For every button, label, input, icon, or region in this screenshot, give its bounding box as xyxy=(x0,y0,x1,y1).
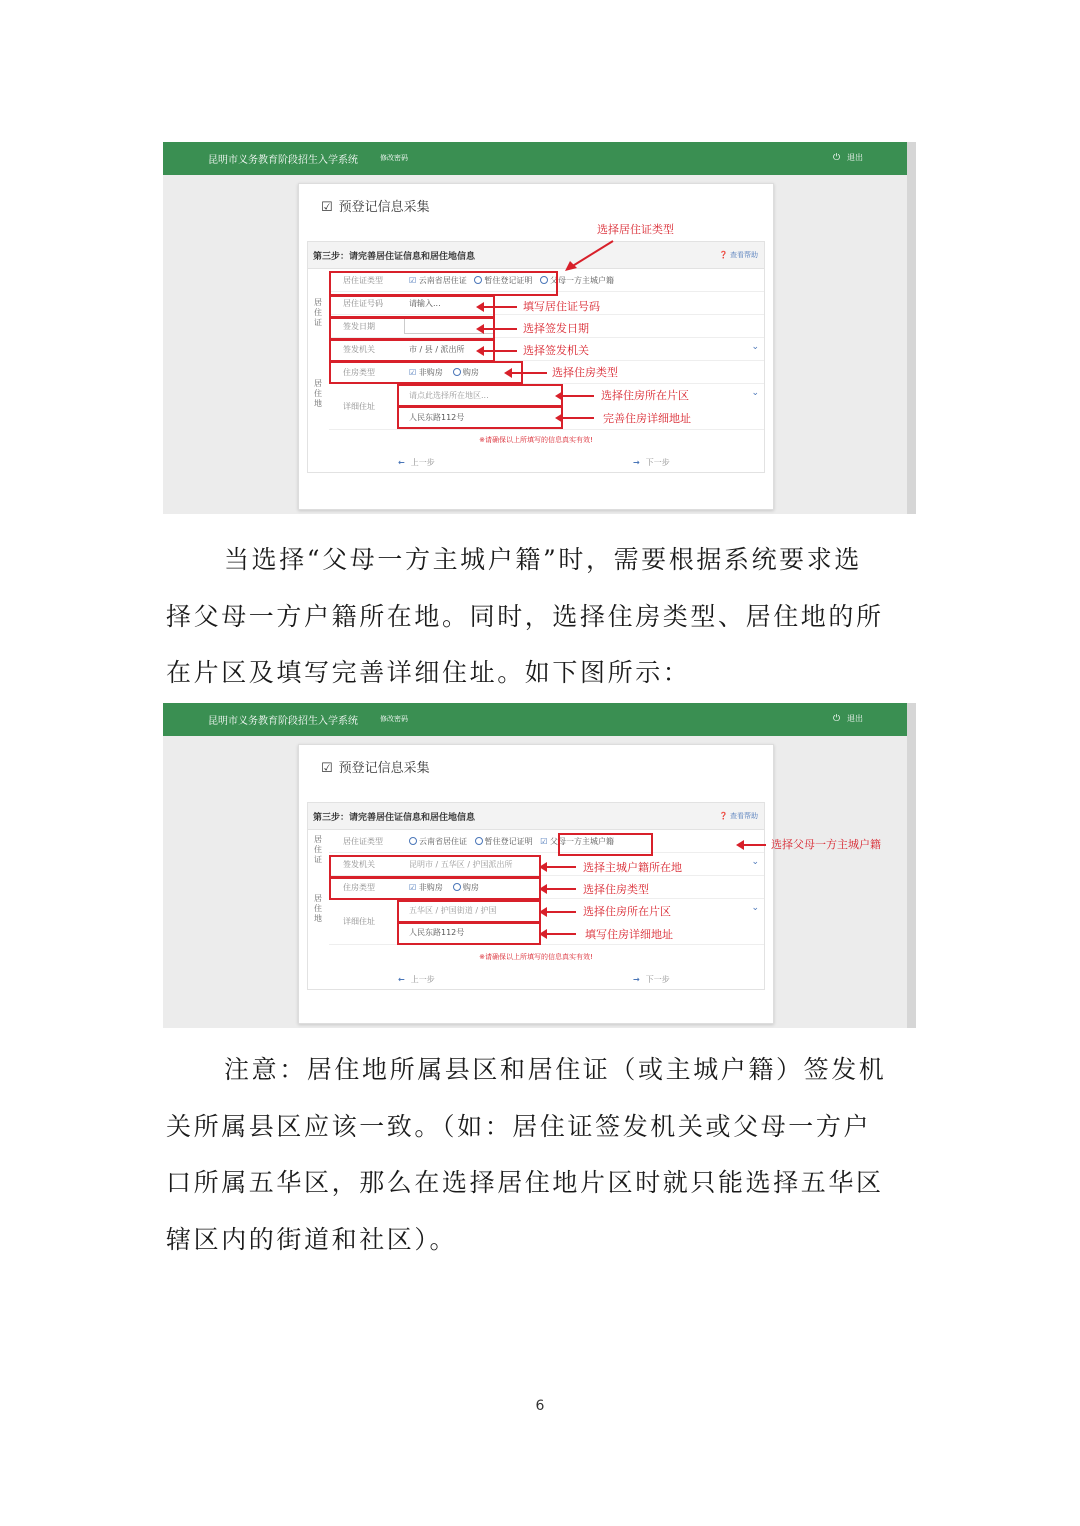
annotation-arrow xyxy=(743,844,766,846)
help-link[interactable] xyxy=(719,250,758,260)
step-title: 第三步：请完善居住证信息和居住地信息 xyxy=(313,252,476,262)
address-input[interactable]: 人民东路112号 xyxy=(409,928,465,937)
card-title xyxy=(321,757,430,776)
permit-type-label: 居住证类型 xyxy=(343,276,383,285)
edit-icon: ☑ xyxy=(321,200,333,215)
system-title: 昆明市义务教育阶段招生入学系统 xyxy=(208,716,358,727)
radio-purchase-label: 购房 xyxy=(462,368,479,377)
logout-label: 退出 xyxy=(847,153,863,162)
address-input[interactable]: 人民东路112号 xyxy=(409,413,465,422)
issue-org-select[interactable]: 市 / 县 / 派出所 xyxy=(409,345,465,354)
panel-header xyxy=(308,242,764,269)
annotation-fill-address: 填写住房详细地址 xyxy=(585,928,673,941)
annotation-select-housing: 选择住房类型 xyxy=(552,366,618,379)
scrollbar[interactable] xyxy=(907,142,916,514)
annotation-arrow xyxy=(562,417,594,419)
paragraph-instruction xyxy=(166,540,916,690)
annotation-select-household-location: 选择主城户籍所在地 xyxy=(583,861,682,874)
question-icon: ❓ xyxy=(719,812,728,820)
page-number: 6 xyxy=(535,1398,545,1414)
radio-temp-label: 暂住登记证明 xyxy=(484,276,533,285)
top-navbar xyxy=(163,703,907,736)
next-step-button[interactable] xyxy=(633,974,670,985)
scrollbar[interactable] xyxy=(907,703,916,1028)
power-icon: ⏻ xyxy=(832,153,841,163)
annotation-fill-permit-number: 填写居住证号码 xyxy=(523,300,600,313)
change-password-link[interactable]: 修改密码 xyxy=(380,154,408,162)
annotation-select-permit-type: 选择居住证类型 xyxy=(597,223,674,236)
annotation-arrow xyxy=(483,350,517,352)
radio-yunnan[interactable] xyxy=(409,837,467,846)
annotation-arrow xyxy=(546,866,576,868)
paragraph-line: 关所属县区应该一致。（如：居住证签发机关或父母一方户 xyxy=(166,1112,872,1141)
highlight-household-location xyxy=(329,855,541,878)
highlight-issue-date xyxy=(329,317,495,340)
annotation-select-housing: 选择住房类型 xyxy=(583,883,649,896)
edit-icon: ☑ xyxy=(321,761,333,776)
annotation-arrow xyxy=(511,372,547,374)
prev-step-button[interactable] xyxy=(398,974,435,985)
next-step-label: 下一步 xyxy=(645,458,670,467)
paragraph-note xyxy=(166,1050,916,1260)
check-icon: ☑ xyxy=(409,368,417,377)
issue-org-label: 签发机关 xyxy=(343,860,375,869)
prev-step-label: 上一步 xyxy=(410,975,435,984)
paragraph-line: 在片区及填写完善详细住址。如下图所示： xyxy=(166,658,691,687)
housing-type-label: 住房类型 xyxy=(343,883,375,892)
annotation-arrow xyxy=(546,911,576,913)
logout-button[interactable] xyxy=(832,713,863,724)
issue-date-label: 签发日期 xyxy=(343,322,375,331)
annotation-arrow xyxy=(483,328,517,330)
paragraph-line: 口所属五华区，那么在选择居住地片区时就只能选择五华区 xyxy=(166,1168,884,1197)
permit-type-label: 居住证类型 xyxy=(343,837,383,846)
card-title-text: 预登记信息采集 xyxy=(338,200,430,215)
logout-button[interactable] xyxy=(832,152,863,163)
radio-temp[interactable] xyxy=(475,837,533,846)
highlight-issue-org xyxy=(329,339,495,362)
radio-yunnan-label: 云南省居住证 xyxy=(418,276,467,285)
top-navbar xyxy=(163,142,907,175)
group-label-residence-permit: 居住证 xyxy=(314,298,322,327)
annotation-arrow xyxy=(483,306,517,308)
highlight-parent-household xyxy=(558,833,653,856)
help-link[interactable] xyxy=(719,811,758,821)
chevron-down-icon[interactable]: ⌄ xyxy=(751,857,759,867)
prev-step-button[interactable] xyxy=(398,457,435,468)
logout-label: 退出 xyxy=(847,714,863,723)
annotation-select-issue-org: 选择签发机关 xyxy=(523,344,589,357)
annotation-arrow xyxy=(562,395,594,397)
help-label: 查看帮助 xyxy=(730,251,758,259)
power-icon: ⏻ xyxy=(832,714,841,724)
address-label: 详细住址 xyxy=(343,402,375,411)
paragraph-line: 辖区内的街道和社区）。 xyxy=(166,1225,458,1254)
next-step-label: 下一步 xyxy=(645,975,670,984)
chevron-down-icon[interactable]: ⌄ xyxy=(751,903,759,913)
annotation-select-issue-date: 选择签发日期 xyxy=(523,322,589,335)
district-select[interactable]: 请点此选择所在地区... xyxy=(409,391,489,400)
check-icon: ☑ xyxy=(540,837,548,846)
check-icon: ☑ xyxy=(409,276,417,285)
next-step-button[interactable] xyxy=(633,457,670,468)
highlight-address xyxy=(397,406,563,429)
annotation-pointer xyxy=(561,237,621,277)
radio-icon xyxy=(409,837,417,845)
arrow-right-icon: → xyxy=(633,975,640,984)
highlight-permit-number xyxy=(329,295,495,318)
radio-nonpurchase-label: 非购房 xyxy=(418,368,443,377)
paragraph-line: 当选择“父母一方主城户籍”时，需要根据系统要求选 xyxy=(224,545,862,574)
group-label-residence: 居住地 xyxy=(314,379,322,408)
address-label: 详细住址 xyxy=(343,917,375,926)
arrow-left-icon: ← xyxy=(398,975,405,984)
annotation-select-district: 选择住房所在片区 xyxy=(583,905,671,918)
card-title-text: 预登记信息采集 xyxy=(338,761,430,776)
radio-icon xyxy=(475,837,483,845)
system-title: 昆明市义务教育阶段招生入学系统 xyxy=(208,155,358,166)
annotation-select-parent-household: 选择父母一方主城户籍 xyxy=(771,838,881,851)
card-title xyxy=(321,196,430,215)
group-label-residence-permit: 居住证 xyxy=(314,835,322,864)
screenshot-residence-permit-form xyxy=(163,142,916,514)
change-password-link[interactable]: 修改密码 xyxy=(380,715,408,723)
warning-text: ※请确保以上所填写的信息真实有效! xyxy=(479,436,593,444)
permit-number-input[interactable]: 请输入... xyxy=(409,299,441,308)
warning-text: ※请确保以上所填写的信息真实有效! xyxy=(479,953,593,961)
issue-org-label: 签发机关 xyxy=(343,345,375,354)
question-icon: ❓ xyxy=(719,251,728,259)
chevron-down-icon[interactable]: ⌄ xyxy=(751,342,759,352)
paragraph-line: 注意：居住地所属县区和居住证（或主城户籍）签发机 xyxy=(224,1055,887,1084)
arrow-right-icon: → xyxy=(633,458,640,467)
chevron-down-icon[interactable]: ⌄ xyxy=(751,388,759,398)
highlight-district xyxy=(397,900,541,923)
housing-type-label: 住房类型 xyxy=(343,368,375,377)
highlight-district xyxy=(397,384,563,407)
highlight-housing-type xyxy=(329,361,523,384)
radio-temp-label: 暂住登记证明 xyxy=(484,837,533,846)
radio-purchase-label: 购房 xyxy=(462,883,479,892)
highlight-address xyxy=(397,922,541,945)
issue-org-select[interactable]: 昆明市 / 五华区 / 护国派出所 xyxy=(409,860,513,869)
radio-parent-label: 父母一方主城户籍 xyxy=(550,837,614,846)
annotation-complete-address: 完善住房详细地址 xyxy=(603,412,691,425)
district-select[interactable]: 五华区 / 护国街道 / 护国 xyxy=(409,906,497,915)
highlight-permit-type xyxy=(329,271,558,296)
radio-nonpurchase-label: 非购房 xyxy=(418,883,443,892)
annotation-select-district: 选择住房所在片区 xyxy=(601,389,689,402)
radio-yunnan-label: 云南省居住证 xyxy=(419,837,467,846)
check-icon: ☑ xyxy=(409,883,417,892)
prev-step-label: 上一步 xyxy=(410,458,435,467)
highlight-housing-type xyxy=(329,877,541,900)
row-permit-type xyxy=(329,830,764,853)
arrow-left-icon: ← xyxy=(398,458,405,467)
annotation-arrow xyxy=(546,933,576,935)
step-title: 第三步：请完善居住证信息和居住地信息 xyxy=(313,813,476,823)
annotation-arrow xyxy=(546,888,576,890)
screenshot-parent-household-form xyxy=(163,703,916,1028)
radio-parent-label: 父母一方主城户籍 xyxy=(550,276,614,285)
paragraph-line: 择父母一方户籍所在地。同时，选择住房类型、居住地的所 xyxy=(166,602,884,631)
group-label-residence: 居住地 xyxy=(314,894,322,923)
permit-number-label: 居住证号码 xyxy=(343,299,383,308)
panel-header xyxy=(308,803,764,830)
help-label: 查看帮助 xyxy=(730,812,758,820)
